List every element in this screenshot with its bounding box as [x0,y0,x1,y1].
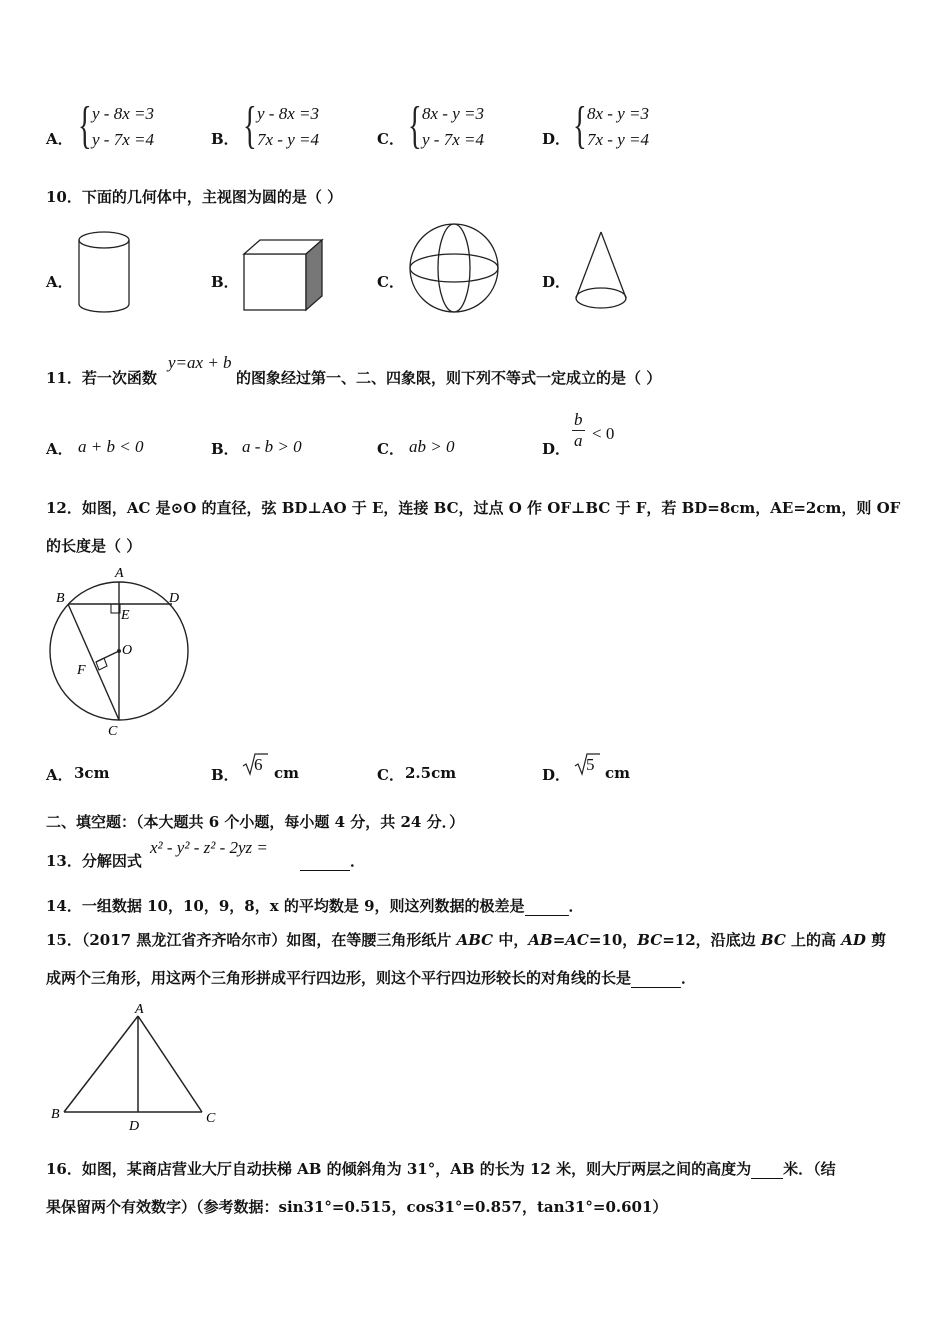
q12-option-b-unit: cm [274,764,300,782]
q11-formula: y=ax + b [168,353,232,372]
q11-option-a-label: A． [46,440,73,458]
q11-option-c-label: C． [377,440,404,458]
q9-option-b-eq1: y - 8x =3 [257,104,319,123]
q11-option-d-rest: < 0 [592,424,615,443]
q15-line1-m: 剪 [865,931,887,949]
center-dot [117,649,121,653]
q11-option-b-label: B． [211,440,239,458]
q9-option-a-label: A． [46,130,73,148]
q9-option-a-eq2: y - 7x =4 [92,130,154,149]
q12-option-d-unit: cm [605,764,631,782]
q9-option-d-eq1: 8x - y =3 [587,104,649,123]
side-ac [138,1016,202,1112]
q14-answer-blank[interactable] [525,899,569,916]
q15-stem-line2 [46,967,696,988]
q11-option-d-label: D． [542,440,571,458]
q12-circle-figure [40,562,200,742]
q12-option-a-label: A． [46,766,73,784]
q9-option-c-eq1: 8x - y =3 [422,104,484,123]
q14-stem [46,895,584,916]
q15-line1-f: AC [565,931,589,949]
q12-option-c-value: 2.5cm [405,764,457,782]
q12-option-d-radicand: 5 [586,755,595,774]
q9-option-b-eq2: 7x - y =4 [257,130,319,149]
q9-option-b-label: B． [211,130,239,148]
q16-line1: 16．如图，某商店营业大厅自动扶梯 AB 的倾斜角为 31°，AB 的长为 12 米，则大厅两层之间的高度为 [46,1160,752,1178]
label-o: O [122,643,133,658]
q15-line1-j: BC [760,931,786,949]
q14-suffix: ． [568,897,584,915]
sphere-icon [406,222,504,316]
q16-answer-blank[interactable] [751,1162,783,1179]
label-c: C [206,1111,216,1126]
q10-option-c-label: C． [377,273,404,291]
q15-line1-e: = [552,931,566,949]
label-c: C [108,724,118,739]
cone-icon [570,228,634,316]
label-b: B [56,591,65,606]
q13-suffix: ． [350,852,366,870]
q12-option-a-value: 3cm [74,764,110,782]
q15-line2-suffix: ． [681,969,697,987]
q13-formula: x² - y² - z² - 2yz = [150,838,268,857]
right-angle-f [96,658,107,670]
side-ab [64,1016,138,1112]
q9-option-a-eq1: y - 8x =3 [92,104,154,123]
cube-icon [238,236,328,316]
cylinder-icon [74,228,136,318]
q13-answer [300,850,365,871]
q15-line1-h: BC [637,931,663,949]
q9-option-d-label: D． [542,130,571,148]
q15-line1-b: ABC [456,931,494,949]
q15-line1-d: AB [528,931,553,949]
q15-line1-g: =10， [588,931,638,949]
q10-stem: 10．下面的几何体中，主视图为圆的是（ ） [46,188,343,206]
q15-line1-c: 中， [493,931,529,949]
q9-option-d-eq2: 7x - y =4 [587,130,649,149]
q9-option-c-eq2: y - 7x =4 [422,130,484,149]
q13-stem: 13．分解因式 [46,852,142,870]
q12-stem-line2: 的长度是（ ） [46,537,142,555]
q12-option-d-label: D． [542,766,571,784]
q13-answer-blank[interactable] [300,854,350,871]
q10-option-a-label: A． [46,273,73,291]
q14-text: 14．一组数据 10，10，9，8，x 的平均数是 9，则这列数据的极差是 [46,897,525,915]
label-f: F [77,663,86,678]
segment-bc [68,604,119,720]
q15-line1-l: AD [841,931,866,949]
q15-stem-line1 [46,929,886,950]
section-heading: 二、填空题：（本大题共 6 个小题，每小题 4 分，共 24 分．） [46,813,465,831]
q10-option-d-label: D． [542,273,571,291]
q16-stem-line2: 果保留两个有效数字）（参考数据：sin31°=0.515，cos31°=0.857，tan31°=0.601） [46,1198,668,1216]
label-d: D [129,1119,140,1134]
q12-option-c-label: C． [377,766,404,784]
q11-option-a-value: a + b < 0 [78,437,144,456]
label-e: E [121,608,130,623]
label-a: A [135,1002,144,1017]
label-d: D [169,591,180,606]
q11-option-b-value: a - b > 0 [242,437,302,456]
q11-option-d-numerator: b [574,410,583,429]
q12-option-b-label: B． [211,766,239,784]
q11-stem-suffix: 的图象经过第一、二、四象限，则下列不等式一定成立的是（ ） [236,369,662,387]
q11-option-d-denominator: a [574,431,583,450]
q15-line1-k: 上的高 [785,931,842,949]
q11-option-d-fraction [572,410,585,451]
q12-option-b-radicand: 6 [254,755,263,774]
q15-triangle-figure [46,1000,226,1136]
q12-stem-line1: 12．如图，AC 是⊙O 的直径，弦 BD⊥AO 于 E，连接 BC，过点 O 作 OF⊥BC 于 F，若 BD=8cm，AE=2cm，则 OF [46,499,901,517]
label-b: B [51,1107,60,1122]
q11-option-c-value: ab > 0 [409,437,455,456]
q16-stem-line1 [46,1158,836,1179]
q15-line1-a: 15．（2017 黑龙江省齐齐哈尔市）如图，在等腰三角形纸片 [46,931,457,949]
q10-option-b-label: B． [211,273,239,291]
q9-option-c-label: C． [377,130,404,148]
q16-line1-suffix: 米．（结 [783,1160,836,1178]
q15-line1-i: =12，沿底边 [662,931,761,949]
q11-stem-prefix: 11．若一次函数 [46,369,157,387]
q15-answer-blank[interactable] [631,971,681,988]
q15-line2: 成两个三角形，用这两个三角形拼成平行四边形，则这个平行四边形较长的对角线的长是 [46,969,632,987]
label-a: A [115,566,124,581]
